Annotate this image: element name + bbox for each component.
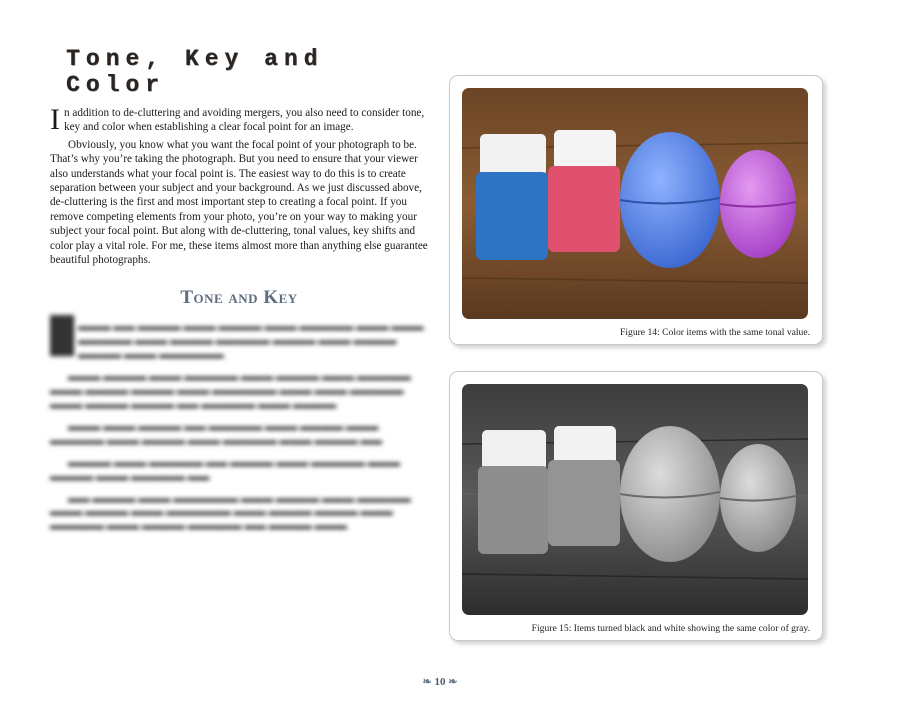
intro-paragraph-text: n addition to de-cluttering and avoiding mergers, you also need to consider tone, key and color when establishing a clear focal point for an image. xyxy=(64,107,425,134)
page-number xyxy=(410,675,470,688)
section-heading: Tone and Key xyxy=(180,287,298,309)
body-paragraph: Obviously, you know what you want the focal point of your photograph to be. That’s why you’re taking the photograph. But you need to ensure that your viewer also understands what your focal point is. The easiest way to do this is to create separation between your subject and your background. As we just discussed above, de-cluttering is the first and most important step to creating a focal point. If you remove competing elements from your photo, you’re on your way to making your subject your focal point. But along with de-cluttering, tonal values, key shifts and color play a vital role. For me, these items almost more than anything else guarantee beautiful photographs. xyxy=(50,138,428,267)
page-title: Tone, Key and Color xyxy=(66,46,324,98)
intro-paragraph xyxy=(50,103,428,136)
figure-14-caption: Figure 14: Color items with the same tonal value. xyxy=(620,327,810,338)
color-items-illustration xyxy=(462,88,808,319)
color-items-photo xyxy=(462,88,808,319)
blurred-paragraph: ▬▬ ▬▬▬▬ ▬▬▬ ▬▬▬▬▬▬ ▬▬▬ ▬▬▬▬ ▬▬▬ ▬▬▬▬▬ ▬▬▬ ▬▬▬▬ ▬▬▬ ▬▬▬▬▬▬ ▬▬▬ ▬▬▬▬ ▬▬▬▬ ▬▬▬ ▬▬▬▬▬ ▬▬▬ ▬▬▬▬ ▬▬▬▬▬ ▬▬ ▬▬▬▬ ▬▬▬ xyxy=(50,492,411,533)
left-ornament-icon: ❧ xyxy=(422,676,432,688)
blurred-paragraph: ▬▬▬ ▬▬▬ ▬▬▬▬ ▬▬ ▬▬▬▬▬ ▬▬▬ ▬▬▬▬ ▬▬▬ ▬▬▬▬▬ ▬▬▬ ▬▬▬▬ ▬▬▬ ▬▬▬▬▬ ▬▬▬ ▬▬▬▬ ▬▬ xyxy=(50,420,383,447)
text-column xyxy=(50,40,428,542)
grayscale-items-illustration xyxy=(462,384,808,615)
right-ornament-icon: ❧ xyxy=(448,676,458,688)
figure-15 xyxy=(449,371,823,641)
drop-cap: I xyxy=(50,103,60,136)
blurred-paragraph: ▬▬▬▬ ▬▬▬ ▬▬▬▬▬ ▬▬ ▬▬▬▬ ▬▬▬ ▬▬▬▬▬ ▬▬▬ ▬▬▬▬ ▬▬▬ ▬▬▬▬▬ ▬▬ xyxy=(50,456,401,483)
figure-14 xyxy=(449,75,823,345)
page-number-value: 10 xyxy=(434,676,446,688)
blurred-text-block xyxy=(50,317,428,534)
blurred-paragraph: ▬▬▬ ▬▬▬▬ ▬▬▬ ▬▬▬▬▬ ▬▬▬ ▬▬▬▬ ▬▬▬ ▬▬▬▬▬ ▬▬▬ ▬▬▬▬ ▬▬▬▬ ▬▬▬ ▬▬▬▬▬▬ ▬▬▬ ▬▬▬ ▬▬▬▬▬ ▬▬▬ ▬▬▬▬ ▬▬▬▬ ▬▬ ▬▬▬▬▬ ▬▬▬ ▬▬▬▬ xyxy=(50,371,411,411)
blurred-paragraph: █ ▬▬▬ ▬▬ ▬▬▬▬ ▬▬▬ ▬▬▬▬ ▬▬▬ ▬▬▬▬▬ ▬▬▬ ▬▬▬ ▬▬▬▬▬ ▬▬▬ ▬▬▬▬ ▬▬▬▬▬ ▬▬▬▬ ▬▬▬ ▬▬▬▬ ▬▬▬▬ ▬▬▬ ▬▬▬▬▬▬ xyxy=(50,317,424,362)
grayscale-items-photo xyxy=(462,384,808,615)
figure-15-caption: Figure 15: Items turned black and white showing the same color of gray. xyxy=(531,623,810,634)
